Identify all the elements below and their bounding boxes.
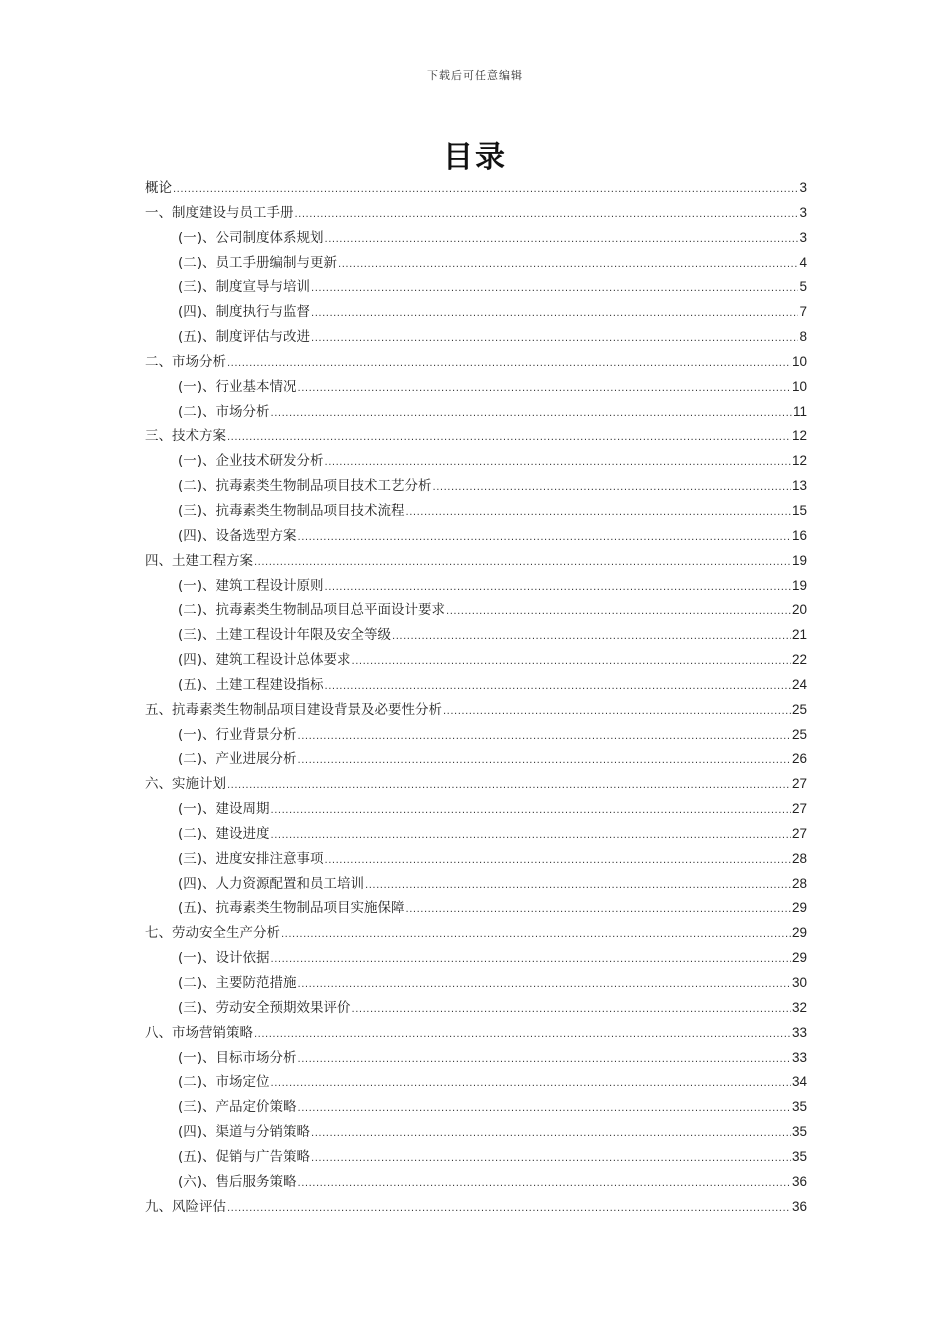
toc-entry[interactable] xyxy=(145,524,807,549)
toc-entry-page-number: 28 xyxy=(791,850,807,866)
toc-entry-label: (四)、人力资源配置和员工培训 xyxy=(178,875,365,892)
toc-entry[interactable] xyxy=(145,251,807,276)
toc-entry-label: (四)、设备选型方案 xyxy=(178,527,297,544)
toc-entry-page-number: 21 xyxy=(791,627,807,643)
toc-entry[interactable] xyxy=(145,474,807,499)
toc-entry[interactable] xyxy=(145,747,807,772)
toc-entry-page-number: 29 xyxy=(791,900,807,916)
toc-entry-label: (三)、劳动安全预期效果评价 xyxy=(178,999,351,1016)
toc-entry[interactable] xyxy=(145,201,807,226)
toc-entry-page-number: 13 xyxy=(791,478,807,494)
toc-dot-leader xyxy=(298,725,791,750)
toc-dot-leader xyxy=(298,749,791,774)
toc-entry[interactable] xyxy=(145,623,807,648)
toc-dot-leader xyxy=(298,377,791,402)
toc-entry-label: 一、制度建设与员工手册 xyxy=(145,204,294,221)
toc-dot-leader xyxy=(325,675,791,700)
toc-entry[interactable] xyxy=(145,400,807,425)
toc-dot-leader xyxy=(271,948,791,973)
toc-dot-leader xyxy=(271,1072,791,1097)
toc-entry[interactable] xyxy=(145,300,807,325)
toc-entry[interactable] xyxy=(145,350,807,375)
toc-dot-leader xyxy=(325,576,791,601)
toc-title: 目录 xyxy=(443,140,507,175)
toc-entry-label: (四)、建筑工程设计总体要求 xyxy=(178,652,351,669)
toc-entry-label: (六)、售后服务策略 xyxy=(178,1173,297,1190)
toc-entry-page-number: 20 xyxy=(791,602,807,618)
toc-dot-leader xyxy=(295,203,799,228)
toc-dot-leader xyxy=(271,824,791,849)
toc-dot-leader xyxy=(392,625,791,650)
toc-entry[interactable] xyxy=(145,723,807,748)
toc-entry-label: (五)、制度评估与改进 xyxy=(178,329,311,346)
toc-entry-page-number: 35 xyxy=(791,1124,807,1140)
toc-entry[interactable] xyxy=(145,449,807,474)
toc-dot-leader xyxy=(254,1023,791,1048)
toc-entry-label: (四)、制度执行与监督 xyxy=(178,304,311,321)
toc-entry-page-number: 4 xyxy=(799,254,807,270)
toc-entry-page-number: 27 xyxy=(791,801,807,817)
toc-entry-page-number: 33 xyxy=(791,1049,807,1065)
toc-dot-leader xyxy=(325,451,791,476)
toc-entry[interactable] xyxy=(145,822,807,847)
toc-entry-page-number: 25 xyxy=(791,726,807,742)
toc-dot-leader xyxy=(443,700,791,725)
toc-entry-page-number: 27 xyxy=(791,825,807,841)
toc-dot-leader xyxy=(298,1172,791,1197)
toc-entry-label: (五)、抗毒素类生物制品项目实施保障 xyxy=(178,900,405,917)
toc-entry-label: (二)、员工手册编制与更新 xyxy=(178,254,338,271)
toc-dot-leader xyxy=(311,327,798,352)
toc-entry-page-number: 28 xyxy=(791,875,807,891)
toc-entry-label: 四、土建工程方案 xyxy=(145,552,253,569)
toc-entry-label: (三)、产品定价策略 xyxy=(178,1099,297,1116)
toc-entry-label: (二)、主要防范措施 xyxy=(178,975,297,991)
toc-entry-page-number: 35 xyxy=(791,1148,807,1164)
toc-entry-label: (三)、抗毒素类生物制品项目技术流程 xyxy=(178,502,405,519)
toc-dot-leader xyxy=(311,1122,791,1147)
toc-entry[interactable] xyxy=(145,1145,807,1170)
toc-entry[interactable] xyxy=(145,325,807,350)
toc-entry[interactable] xyxy=(145,1070,807,1095)
toc-entry-page-number: 10 xyxy=(791,353,807,369)
toc-entry-page-number: 30 xyxy=(791,975,807,990)
toc-entry[interactable] xyxy=(145,1095,807,1120)
toc-entry-page-number: 34 xyxy=(791,1074,807,1090)
toc-entry-page-number: 12 xyxy=(791,428,807,444)
toc-dot-leader xyxy=(254,551,791,576)
toc-entry-page-number: 11 xyxy=(792,403,807,419)
toc-dot-leader xyxy=(271,799,791,824)
toc-entry[interactable] xyxy=(145,1195,807,1220)
toc-entry[interactable] xyxy=(145,971,807,996)
toc-entry-label: (一)、行业背景分析 xyxy=(178,726,297,743)
toc-entry-label: (一)、建设周期 xyxy=(178,801,270,818)
toc-entry-label: (三)、制度宣导与培训 xyxy=(178,279,311,296)
toc-dot-leader xyxy=(406,501,791,526)
toc-entry-label: (二)、产业进展分析 xyxy=(178,751,297,768)
toc-entry-label: (二)、建设进度 xyxy=(178,825,270,842)
toc-dot-leader xyxy=(365,874,791,899)
toc-entry-label: (二)、抗毒素类生物制品项目总平面设计要求 xyxy=(178,602,446,619)
toc-dot-leader xyxy=(311,302,798,327)
toc-entry-label: (一)、行业基本情况 xyxy=(178,378,297,395)
toc-entry-page-number: 8 xyxy=(799,329,807,345)
toc-entry-label: 六、实施计划 xyxy=(145,776,226,793)
table-of-contents xyxy=(145,176,807,1219)
toc-entry-page-number: 29 xyxy=(791,925,807,941)
toc-entry[interactable] xyxy=(145,1120,807,1145)
toc-entry-page-number: 24 xyxy=(791,676,807,692)
toc-dot-leader xyxy=(352,650,791,675)
toc-entry-label: 概论 xyxy=(145,180,172,196)
toc-entry-label: 五、抗毒素类生物制品项目建设背景及必要性分析 xyxy=(145,701,442,718)
toc-entry[interactable] xyxy=(145,598,807,623)
toc-dot-leader xyxy=(311,277,798,302)
toc-entry-page-number: 36 xyxy=(791,1173,807,1189)
toc-entry-label: (二)、市场分析 xyxy=(178,403,270,420)
toc-entry-page-number: 3 xyxy=(799,229,807,245)
toc-entry[interactable] xyxy=(145,375,807,400)
toc-entry-label: (五)、促销与广告策略 xyxy=(178,1148,311,1165)
toc-dot-leader xyxy=(352,998,791,1023)
toc-entry[interactable] xyxy=(145,499,807,524)
page-header-note: 下载后可任意编辑 xyxy=(427,69,523,82)
toc-dot-leader xyxy=(271,402,792,427)
toc-entry-page-number: 5 xyxy=(799,279,807,295)
toc-dot-leader xyxy=(325,849,791,874)
toc-entry[interactable] xyxy=(145,772,807,797)
toc-entry-label: (三)、土建工程设计年限及安全等级 xyxy=(178,627,392,644)
toc-dot-leader xyxy=(227,426,791,451)
toc-entry-page-number: 10 xyxy=(791,378,807,394)
toc-dot-leader xyxy=(281,923,791,948)
toc-entry-page-number: 35 xyxy=(791,1099,807,1115)
toc-entry[interactable] xyxy=(145,275,807,300)
toc-entry[interactable] xyxy=(145,1021,807,1046)
toc-entry-label: 三、技术方案 xyxy=(145,428,226,445)
toc-entry-label: (一)、公司制度体系规划 xyxy=(178,229,324,246)
toc-entry[interactable] xyxy=(145,946,807,971)
toc-entry-page-number: 3 xyxy=(799,180,807,195)
toc-dot-leader xyxy=(298,973,791,998)
toc-dot-leader xyxy=(227,774,791,799)
toc-entry[interactable] xyxy=(145,847,807,872)
toc-entry[interactable] xyxy=(145,648,807,673)
toc-entry-label: (一)、企业技术研发分析 xyxy=(178,453,324,470)
toc-entry[interactable] xyxy=(145,1046,807,1071)
toc-entry-page-number: 3 xyxy=(799,204,807,220)
toc-entry[interactable] xyxy=(145,896,807,921)
toc-entry-label: (二)、抗毒素类生物制品项目技术工艺分析 xyxy=(178,478,432,495)
toc-dot-leader xyxy=(298,1048,791,1073)
toc-entry[interactable] xyxy=(145,996,807,1021)
toc-entry-page-number: 32 xyxy=(791,999,807,1015)
toc-dot-leader xyxy=(298,526,791,551)
toc-entry-label: (一)、建筑工程设计原则 xyxy=(178,577,324,594)
toc-dot-leader xyxy=(338,253,798,278)
toc-entry-page-number: 19 xyxy=(791,552,807,568)
toc-entry[interactable] xyxy=(145,872,807,897)
toc-entry-page-number: 19 xyxy=(791,577,807,593)
toc-entry[interactable] xyxy=(145,549,807,574)
toc-entry-label: 九、风险评估 xyxy=(145,1198,226,1215)
toc-dot-leader xyxy=(325,228,799,253)
toc-entry[interactable] xyxy=(145,226,807,251)
toc-dot-leader xyxy=(173,178,798,203)
toc-entry-label: 二、市场分析 xyxy=(145,353,226,370)
toc-entry[interactable] xyxy=(145,176,807,201)
toc-entry-label: 七、劳动安全生产分析 xyxy=(145,925,280,942)
toc-entry-label: (一)、设计依据 xyxy=(178,950,270,967)
toc-entry-label: (一)、目标市场分析 xyxy=(178,1049,297,1066)
toc-dot-leader xyxy=(446,600,791,625)
toc-entry-page-number: 16 xyxy=(791,527,807,543)
toc-entry-page-number: 15 xyxy=(791,502,807,518)
toc-dot-leader xyxy=(298,1097,791,1122)
toc-entry-page-number: 36 xyxy=(791,1198,807,1214)
toc-entry-page-number: 12 xyxy=(791,453,807,469)
toc-dot-leader xyxy=(227,1197,791,1222)
toc-entry[interactable] xyxy=(145,424,807,449)
toc-entry[interactable] xyxy=(145,673,807,698)
toc-entry[interactable] xyxy=(145,698,807,723)
toc-entry-page-number: 25 xyxy=(791,701,807,717)
toc-entry-page-number: 7 xyxy=(799,304,807,320)
toc-entry[interactable] xyxy=(145,797,807,822)
toc-dot-leader xyxy=(227,352,791,377)
toc-entry-label: 八、市场营销策略 xyxy=(145,1024,253,1041)
toc-entry-page-number: 22 xyxy=(791,652,807,668)
toc-entry-page-number: 29 xyxy=(791,950,807,966)
toc-entry-label: (三)、进度安排注意事项 xyxy=(178,850,324,867)
toc-entry-label: (四)、渠道与分销策略 xyxy=(178,1124,311,1141)
toc-entry[interactable] xyxy=(145,574,807,599)
toc-dot-leader xyxy=(433,476,791,501)
toc-entry-page-number: 27 xyxy=(791,776,807,792)
toc-entry[interactable] xyxy=(145,921,807,946)
toc-entry-page-number: 33 xyxy=(791,1024,807,1040)
toc-dot-leader xyxy=(311,1147,791,1172)
toc-entry-label: (五)、土建工程建设指标 xyxy=(178,676,324,693)
toc-dot-leader xyxy=(406,898,791,923)
toc-entry-label: (二)、市场定位 xyxy=(178,1074,270,1091)
toc-entry-page-number: 26 xyxy=(791,751,807,767)
toc-entry[interactable] xyxy=(145,1170,807,1195)
